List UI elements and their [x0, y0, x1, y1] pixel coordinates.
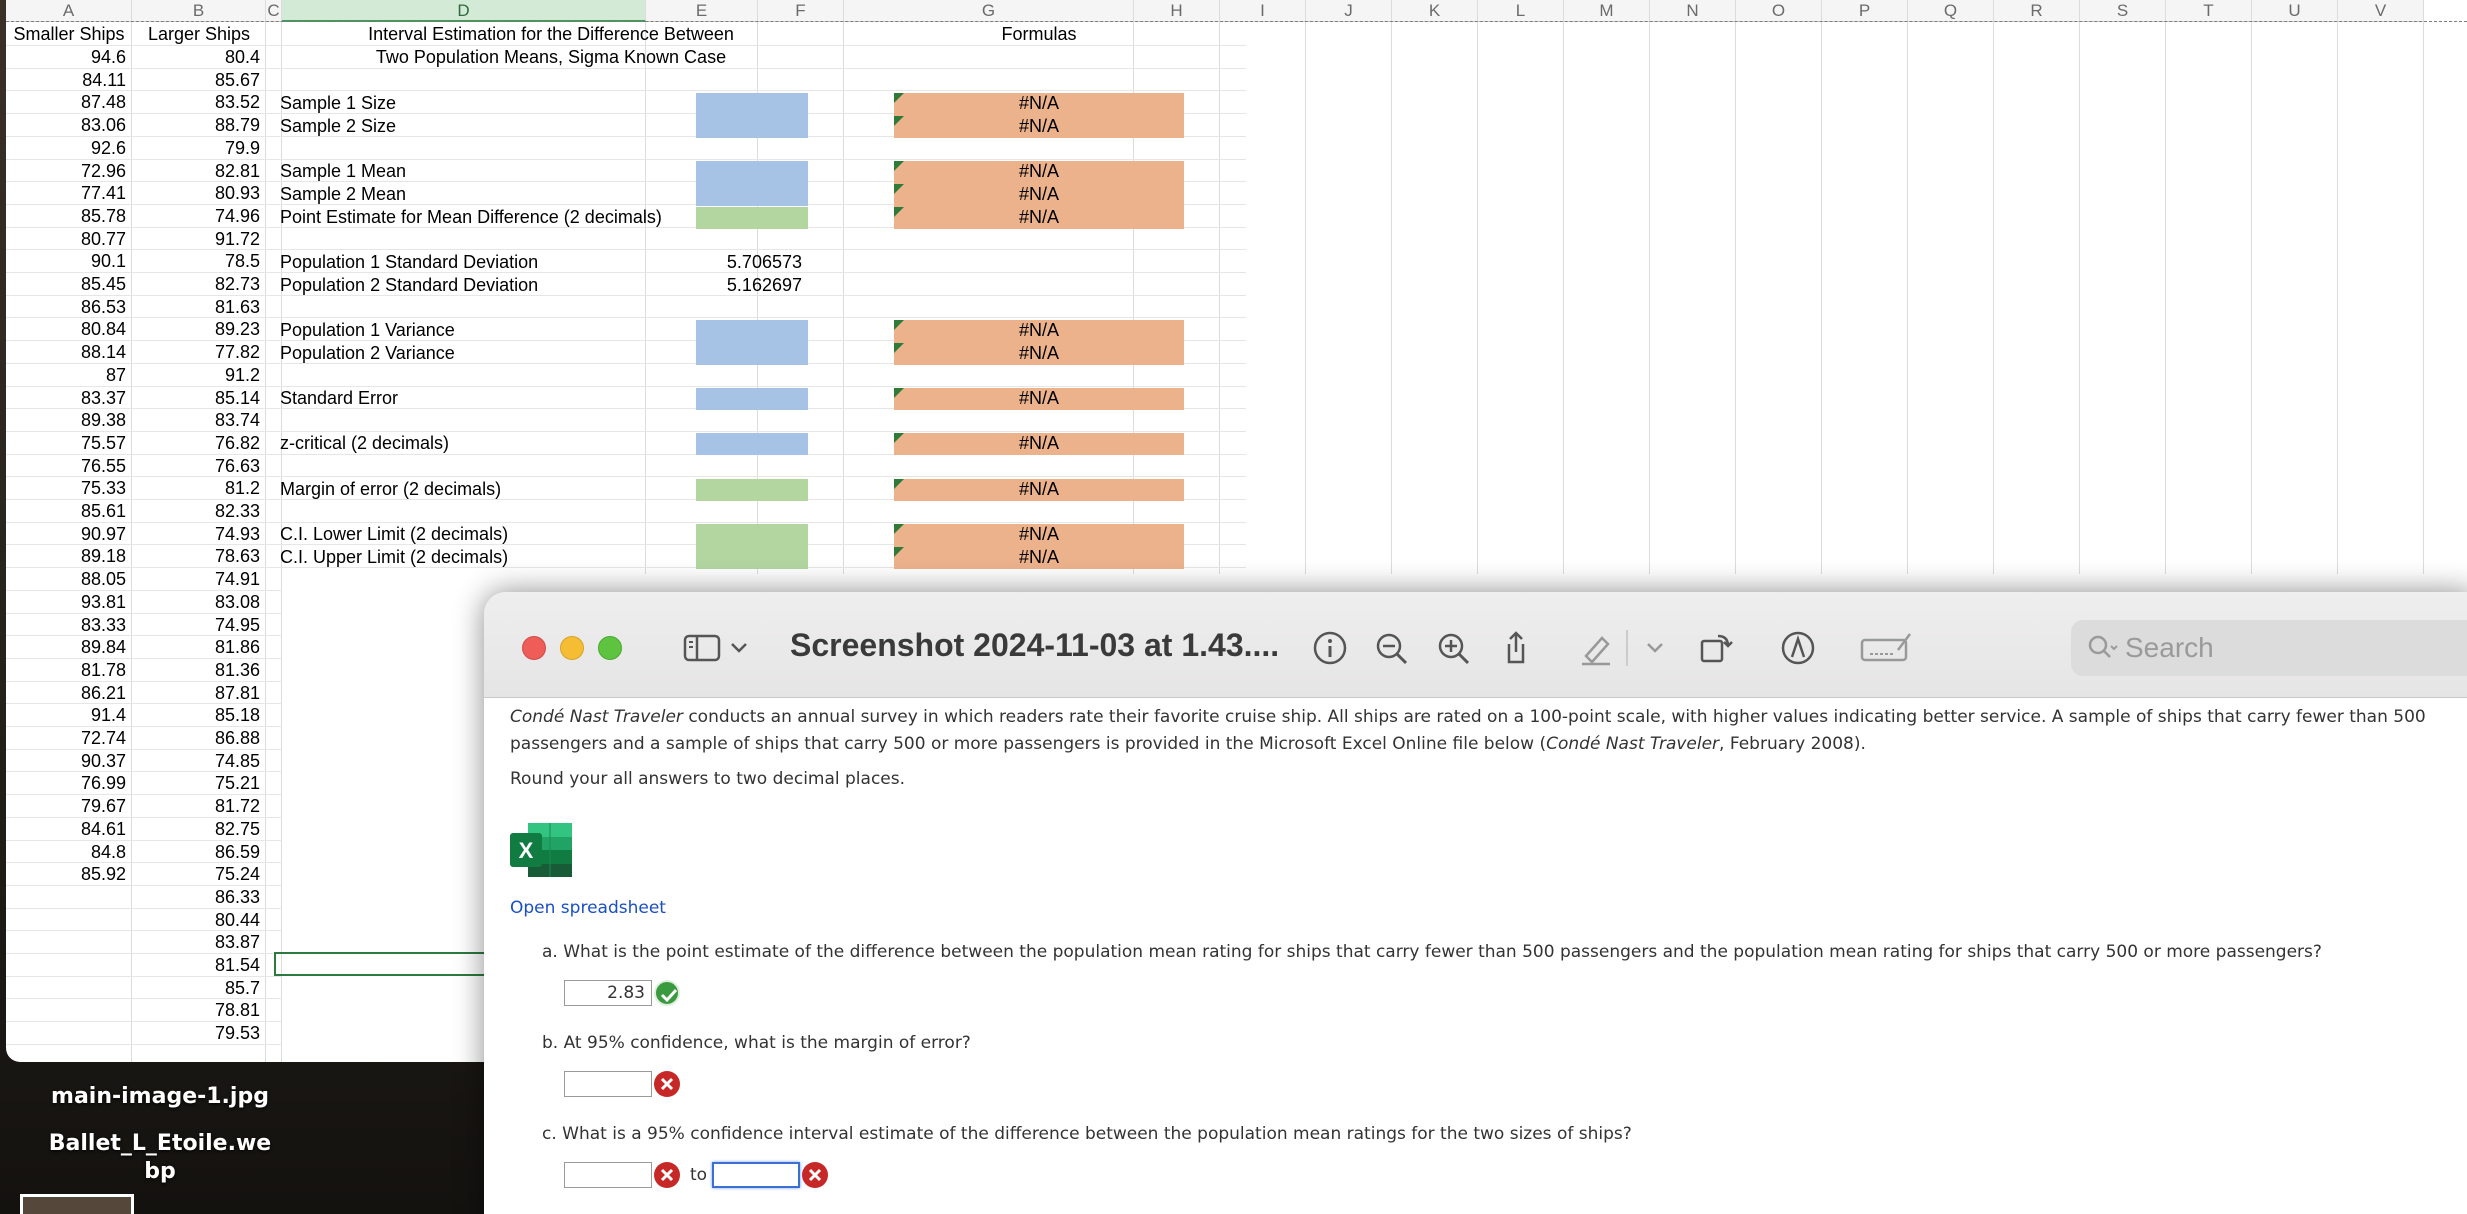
- formula-na-value[interactable]: #N/A: [1018, 207, 1060, 227]
- column-header-g[interactable]: G: [844, 0, 1134, 22]
- grid-line: [2079, 22, 2080, 574]
- smaller-ships-cell[interactable]: 85.78: [80, 205, 126, 226]
- larger-ships-cell[interactable]: 81.63: [214, 296, 260, 317]
- column-header-a[interactable]: A: [6, 0, 132, 22]
- chevron-down-icon[interactable]: [726, 630, 752, 666]
- larger-ships-cell[interactable]: 82.33: [214, 501, 260, 521]
- formula-na-value[interactable]: #N/A: [1018, 388, 1060, 408]
- column-header-s[interactable]: S: [2080, 0, 2166, 22]
- smaller-ships-cell[interactable]: 83.37: [80, 387, 126, 408]
- grid-line: [1477, 22, 1478, 574]
- error-indicator-icon: [894, 343, 904, 353]
- larger-ships-cell[interactable]: 80.4: [224, 47, 260, 67]
- error-indicator-icon: [894, 93, 904, 103]
- label-sample1-size[interactable]: Sample 1 Size: [280, 93, 397, 113]
- label-point-estimate[interactable]: Point Estimate for Mean Difference (2 decimals): [280, 207, 662, 227]
- larger-ships-cell[interactable]: 78.63: [214, 546, 260, 567]
- smaller-ships-cell[interactable]: 80.84: [80, 319, 126, 340]
- smaller-ships-cell[interactable]: 76.55: [80, 455, 126, 476]
- larger-ships-cell[interactable]: 85.18: [214, 705, 260, 726]
- sidebar-toggle-icon[interactable]: [682, 630, 722, 666]
- wrong-icon: [654, 1162, 680, 1188]
- smaller-ships-cell[interactable]: 79.67: [80, 796, 126, 817]
- column-header-i[interactable]: I: [1220, 0, 1306, 22]
- formula-na-value[interactable]: #N/A: [1018, 479, 1060, 499]
- label-pop1-sd[interactable]: Population 1 Standard Deviation: [280, 252, 539, 272]
- toolbar-divider: [1626, 630, 1628, 666]
- larger-ships-cell[interactable]: 74.91: [214, 569, 260, 590]
- label-margin-of-error[interactable]: Margin of error (2 decimals): [280, 479, 502, 499]
- grid-line: [1563, 22, 1564, 574]
- desktop-file-label: main-image-1.jpg: [51, 1084, 269, 1109]
- zoom-in-icon[interactable]: [1434, 630, 1474, 666]
- larger-ships-cell[interactable]: 81.54: [214, 955, 260, 975]
- header-smaller-ships[interactable]: Smaller Ships: [13, 24, 125, 44]
- minimize-button[interactable]: [560, 636, 584, 660]
- smaller-ships-cell[interactable]: 89.18: [80, 546, 126, 567]
- smaller-ships-cell[interactable]: 76.99: [80, 773, 126, 794]
- excel-icon[interactable]: [510, 821, 574, 879]
- larger-ships-cell[interactable]: 81.72: [214, 796, 260, 817]
- column-header-u[interactable]: U: [2252, 0, 2338, 22]
- search-placeholder: Search: [2125, 632, 2214, 663]
- column-header-l[interactable]: L: [1478, 0, 1564, 22]
- input-cell-ci-limits[interactable]: [696, 524, 808, 569]
- smaller-ships-cell[interactable]: 94.6: [90, 47, 126, 67]
- open-spreadsheet-link[interactable]: Open spreadsheet: [510, 898, 666, 918]
- smaller-ships-cell[interactable]: 87: [105, 364, 126, 385]
- larger-ships-cell[interactable]: 83.74: [214, 410, 260, 431]
- label-pop2-sd[interactable]: Population 2 Standard Deviation: [280, 275, 539, 295]
- column-header-b[interactable]: B: [132, 0, 266, 22]
- column-header-e[interactable]: E: [646, 0, 758, 22]
- smaller-ships-cell[interactable]: 85.45: [80, 274, 126, 294]
- preview-window[interactable]: [484, 592, 2467, 1214]
- grid-line: [1391, 22, 1392, 574]
- larger-ships-cell[interactable]: 85.67: [214, 69, 260, 90]
- column-header-f[interactable]: F: [758, 0, 844, 22]
- larger-ships-cell[interactable]: 75.24: [214, 864, 260, 885]
- wrong-icon: [802, 1162, 828, 1188]
- sheet-title-line1[interactable]: Interval Estimation for the Difference Between: [368, 24, 734, 44]
- chevron-down-icon[interactable]: [1642, 630, 1668, 666]
- grid-line: [1305, 22, 1306, 574]
- desktop-file-label-line1: Ballet_L_Etoile.we: [48, 1131, 272, 1156]
- smaller-ships-cell[interactable]: 83.33: [80, 614, 126, 635]
- smaller-ships-cell[interactable]: 81.78: [80, 659, 126, 680]
- grid-line: [1219, 22, 1220, 574]
- question-c: c. What is a 95% confidence interval estimate of the difference between the population mean ratings for the two sizes of ships?: [542, 1124, 1632, 1144]
- larger-ships-cell[interactable]: 79.53: [214, 1023, 260, 1044]
- formula-na-value[interactable]: #N/A: [1018, 184, 1060, 204]
- error-indicator-icon: [894, 479, 904, 489]
- zoom-out-icon[interactable]: [1372, 630, 1412, 666]
- highlight-pen-icon[interactable]: [1576, 630, 1616, 666]
- error-indicator-icon: [894, 207, 904, 217]
- smaller-ships-cell[interactable]: 84.61: [80, 818, 126, 839]
- column-header-m[interactable]: M: [1564, 0, 1650, 22]
- grid-line: [2251, 22, 2252, 574]
- desktop-file-label-line2: bp: [144, 1159, 176, 1184]
- formula-na-value[interactable]: #N/A: [1018, 320, 1060, 340]
- rotate-icon[interactable]: [1696, 630, 1736, 666]
- input-cell-sample-means[interactable]: [696, 161, 808, 206]
- larger-ships-cell[interactable]: 88.79: [214, 115, 260, 136]
- grid-line: [1735, 22, 1736, 574]
- grid-line: [2165, 22, 2166, 574]
- larger-ships-cell[interactable]: 91.72: [214, 228, 260, 249]
- larger-ships-cell[interactable]: 89.23: [214, 319, 260, 340]
- intro-text: conducts an annual survey in which readers rate their favorite cruise ship. All ships are rated on a 100-point scale, with higher values indicating better service. A sample of ships that carry fewer than 500 passengers and a sample of ships that carry 500 or more passengers is provided in the Microsoft Excel Online file below (: [510, 707, 2426, 754]
- grid-line: [1821, 22, 1822, 574]
- formula-na-value[interactable]: #N/A: [1018, 433, 1060, 453]
- larger-ships-cell[interactable]: 85.7: [224, 977, 260, 998]
- formula-na-value[interactable]: #N/A: [1018, 547, 1060, 567]
- larger-ships-cell[interactable]: 78.81: [214, 1000, 260, 1021]
- smaller-ships-cell[interactable]: 88.14: [80, 342, 126, 363]
- column-header-t[interactable]: T: [2166, 0, 2252, 22]
- larger-ships-cell[interactable]: 86.59: [214, 841, 260, 862]
- larger-ships-cell[interactable]: 76.63: [214, 455, 260, 476]
- to-label: to: [690, 1165, 708, 1185]
- smaller-ships-cell[interactable]: 84.8: [90, 841, 126, 862]
- source-name: Condé Nast Traveler: [510, 707, 683, 727]
- column-header-d[interactable]: D: [282, 0, 646, 22]
- desktop-file-main-image[interactable]: [40, 1084, 280, 1109]
- larger-ships-cell[interactable]: 87.81: [214, 682, 260, 703]
- larger-ships-cell[interactable]: 81.86: [214, 637, 260, 658]
- smaller-ships-cell[interactable]: 85.92: [80, 864, 126, 885]
- column-header-c[interactable]: C: [266, 0, 282, 22]
- column-header-q[interactable]: Q: [1908, 0, 1994, 22]
- question-a: a. What is the point estimate of the difference between the population mean rating for ships that carry fewer than 500 passengers and the population mean rating for ships that carry 500 or more passengers?: [542, 942, 2322, 962]
- search-input[interactable]: [2071, 620, 2467, 676]
- share-icon[interactable]: [1496, 630, 1536, 666]
- smaller-ships-cell[interactable]: 91.4: [90, 705, 126, 726]
- label-pop2-variance[interactable]: Population 2 Variance: [280, 343, 455, 363]
- markup-icon[interactable]: [1778, 630, 1818, 666]
- input-cell-standard-error[interactable]: [696, 388, 808, 410]
- check-icon: [654, 980, 680, 1006]
- grid-line: [2423, 22, 2424, 574]
- input-cell-variances[interactable]: [696, 320, 808, 365]
- answer-c-lower-input[interactable]: [564, 1162, 652, 1188]
- label-standard-error[interactable]: Standard Error: [280, 388, 399, 408]
- smaller-ships-cell[interactable]: 77.41: [80, 183, 126, 204]
- formula-na-value[interactable]: #N/A: [1018, 93, 1060, 113]
- smaller-ships-cell[interactable]: 90.97: [80, 523, 126, 544]
- smaller-ships-cell[interactable]: 89.38: [80, 410, 126, 431]
- info-icon[interactable]: [1310, 630, 1350, 666]
- document-content: [484, 698, 2467, 1214]
- sheet-title-line2[interactable]: Two Population Means, Sigma Known Case: [375, 47, 727, 67]
- error-indicator-icon: [894, 161, 904, 171]
- input-cell-point-estimate[interactable]: [696, 207, 808, 229]
- smaller-ships-cell[interactable]: 72.74: [80, 728, 126, 748]
- label-ci-lower[interactable]: C.I. Lower Limit (2 decimals): [280, 524, 509, 544]
- smaller-ships-cell[interactable]: 83.06: [80, 115, 126, 136]
- value-pop2-sd[interactable]: 5.162697: [726, 275, 802, 295]
- error-indicator-icon: [894, 320, 904, 330]
- label-z-critical[interactable]: z-critical (2 decimals): [280, 433, 450, 453]
- larger-ships-cell[interactable]: 81.36: [214, 659, 260, 680]
- larger-ships-cell[interactable]: 78.5: [224, 251, 260, 272]
- formula-na-value[interactable]: #N/A: [1018, 343, 1060, 363]
- round-instruction: Round your all answers to two decimal places.: [510, 769, 906, 789]
- larger-ships-cell[interactable]: 80.44: [214, 909, 260, 930]
- smaller-ships-cell[interactable]: 88.05: [80, 569, 126, 590]
- larger-ships-cell[interactable]: 82.81: [214, 160, 260, 181]
- error-indicator-icon: [894, 184, 904, 194]
- page-break-line: [6, 21, 2467, 22]
- smaller-ships-cell[interactable]: 75.57: [80, 432, 126, 453]
- smaller-ships-cell[interactable]: 92.6: [90, 137, 126, 158]
- input-cell-z-critical[interactable]: [696, 433, 808, 455]
- grid-line: [645, 22, 646, 574]
- smaller-ships-cell[interactable]: 86.21: [80, 682, 126, 703]
- label-sample1-mean[interactable]: Sample 1 Mean: [280, 161, 407, 181]
- smaller-ships-cell[interactable]: 84.11: [82, 69, 126, 90]
- column-header-r[interactable]: R: [1994, 0, 2080, 22]
- label-sample2-mean[interactable]: Sample 2 Mean: [280, 184, 407, 204]
- grid-line: [843, 22, 844, 574]
- column-header-p[interactable]: P: [1822, 0, 1908, 22]
- grid-line: [1907, 22, 1908, 574]
- larger-ships-cell[interactable]: 82.75: [214, 818, 260, 839]
- column-header-k[interactable]: K: [1392, 0, 1478, 22]
- smaller-ships-cell[interactable]: 86.53: [80, 296, 126, 317]
- question-b: b. At 95% confidence, what is the margin of error?: [542, 1033, 971, 1053]
- larger-ships-cell[interactable]: 74.95: [214, 614, 260, 635]
- larger-ships-cell[interactable]: 86.88: [214, 728, 260, 748]
- formulas-header[interactable]: Formulas: [1001, 24, 1077, 44]
- grid-line: [2337, 22, 2338, 574]
- column-header-o[interactable]: O: [1736, 0, 1822, 22]
- larger-ships-cell[interactable]: 86.33: [214, 886, 260, 907]
- grid-line: [1649, 22, 1650, 574]
- answer-c-upper-input[interactable]: [712, 1162, 800, 1188]
- larger-ships-cell[interactable]: 82.73: [214, 274, 260, 294]
- intro-paragraph: [510, 704, 2467, 758]
- answer-a-input[interactable]: 2.83: [564, 980, 652, 1006]
- smaller-ships-cell[interactable]: 93.81: [80, 591, 126, 612]
- value-pop1-sd[interactable]: 5.706573: [726, 252, 802, 272]
- smaller-ships-cell[interactable]: 75.33: [80, 478, 126, 499]
- error-indicator-icon: [894, 524, 904, 534]
- column-header-v[interactable]: V: [2338, 0, 2424, 22]
- grid-line: [1993, 22, 1994, 574]
- answer-b-input[interactable]: [564, 1071, 652, 1097]
- column-header-j[interactable]: J: [1306, 0, 1392, 22]
- label-pop1-variance[interactable]: Population 1 Variance: [280, 320, 455, 340]
- intro-end: , February 2008).: [1719, 734, 1866, 754]
- header-larger-ships[interactable]: Larger Ships: [147, 24, 251, 44]
- larger-ships-cell[interactable]: 76.82: [214, 432, 260, 453]
- input-cell-margin-of-error[interactable]: [696, 479, 808, 501]
- error-indicator-icon: [894, 388, 904, 398]
- label-ci-upper[interactable]: C.I. Upper Limit (2 decimals): [280, 547, 509, 567]
- smaller-ships-cell[interactable]: 89.84: [80, 637, 126, 658]
- input-cell-sample-sizes[interactable]: [696, 93, 808, 138]
- window-titlebar[interactable]: [484, 592, 2467, 698]
- larger-ships-cell[interactable]: 85.14: [214, 387, 260, 408]
- svg-text:X: X: [518, 838, 534, 863]
- larger-ships-cell[interactable]: 74.93: [214, 523, 260, 544]
- formula-na-value[interactable]: #N/A: [1018, 116, 1060, 136]
- larger-ships-cell[interactable]: 74.96: [214, 205, 260, 226]
- larger-ships-cell[interactable]: 83.52: [214, 92, 260, 113]
- column-header-h[interactable]: H: [1134, 0, 1220, 22]
- formula-na-value[interactable]: #N/A: [1018, 161, 1060, 181]
- label-sample2-size[interactable]: Sample 2 Size: [280, 116, 397, 136]
- column-header-n[interactable]: N: [1650, 0, 1736, 22]
- error-indicator-icon: [894, 547, 904, 557]
- larger-ships-cell[interactable]: 83.87: [214, 932, 260, 953]
- larger-ships-cell[interactable]: 81.2: [224, 478, 260, 499]
- wrong-icon: [654, 1071, 680, 1097]
- close-button[interactable]: [522, 636, 546, 660]
- desktop-file-ballet[interactable]: [20, 1130, 300, 1186]
- larger-ships-cell[interactable]: 91.2: [224, 364, 260, 385]
- larger-ships-cell[interactable]: 75.21: [214, 773, 260, 794]
- signature-icon[interactable]: [1858, 630, 1914, 666]
- error-indicator-icon: [894, 116, 904, 126]
- larger-ships-cell[interactable]: 74.85: [214, 750, 260, 771]
- larger-ships-cell[interactable]: 80.93: [214, 183, 260, 204]
- desktop-file-thumbnail[interactable]: [20, 1194, 134, 1214]
- smaller-ships-cell[interactable]: 80.77: [80, 228, 126, 249]
- formula-na-value[interactable]: #N/A: [1018, 524, 1060, 544]
- larger-ships-cell[interactable]: 83.08: [214, 591, 260, 612]
- larger-ships-cell[interactable]: 79.9: [224, 137, 260, 158]
- smaller-ships-cell[interactable]: 90.37: [80, 750, 126, 771]
- smaller-ships-cell[interactable]: 85.61: [80, 501, 126, 521]
- source-name-2: Condé Nast Traveler: [1546, 734, 1720, 754]
- larger-ships-cell[interactable]: 77.82: [214, 342, 260, 363]
- smaller-ships-cell[interactable]: 90.1: [90, 251, 126, 272]
- smaller-ships-cell[interactable]: 72.96: [80, 160, 126, 181]
- window-title: Screenshot 2024-11-03 at 1.43....: [790, 627, 1280, 663]
- zoom-button[interactable]: [598, 636, 622, 660]
- smaller-ships-cell[interactable]: 87.48: [80, 92, 126, 113]
- error-indicator-icon: [894, 433, 904, 443]
